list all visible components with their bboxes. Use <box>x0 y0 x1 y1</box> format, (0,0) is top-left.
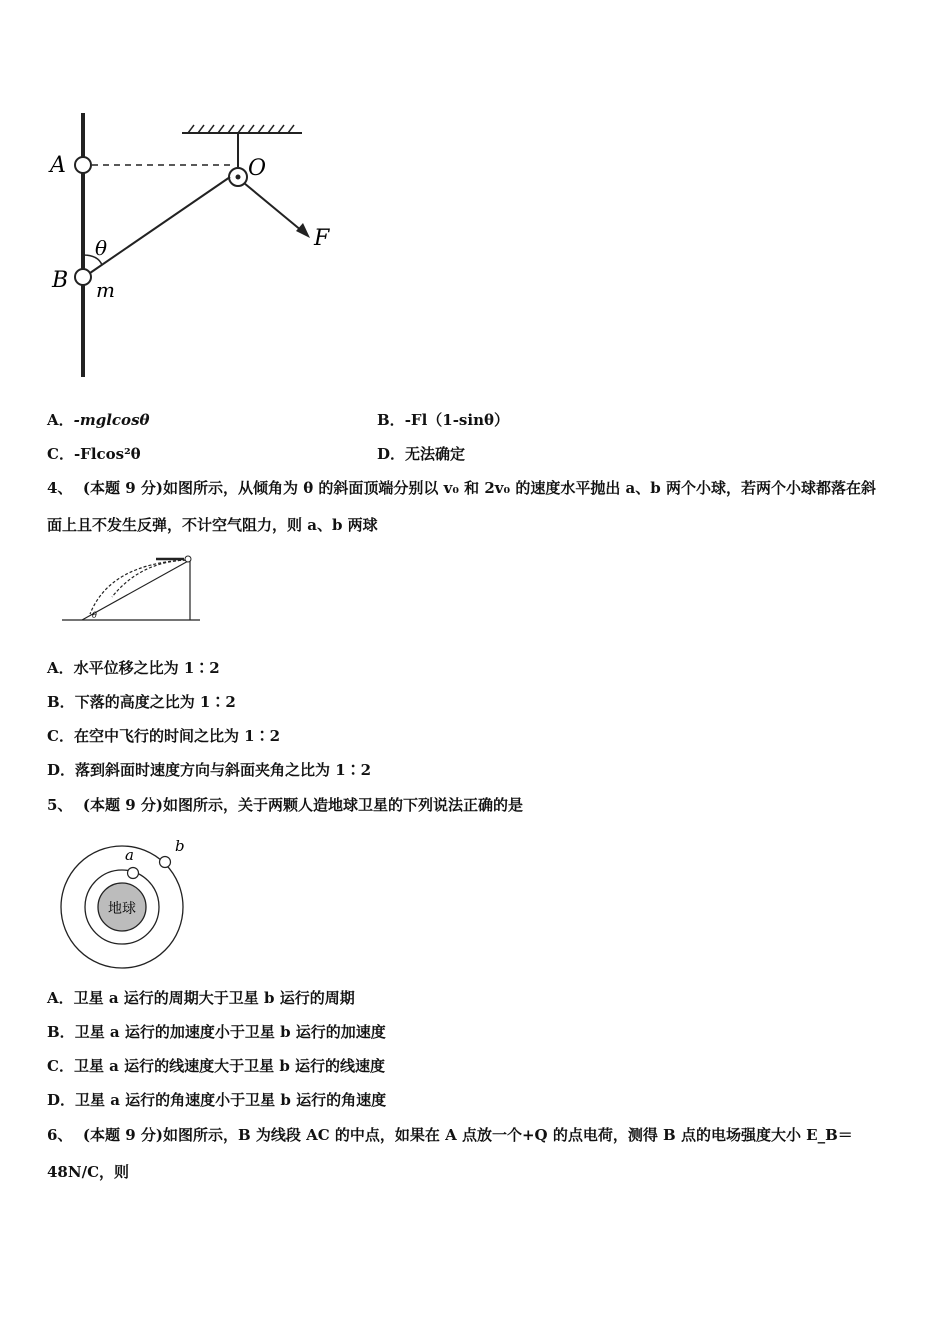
q6-number: 6、 <box>47 1126 73 1144</box>
q4-number: 4、 <box>47 479 73 497</box>
q5-number: 5、 <box>47 796 73 814</box>
q3-option-B-label: B． <box>377 411 405 429</box>
q4-stem-text2: 面上且不发生反弹，不计空气阻力，则 a、b 两球 <box>47 516 378 534</box>
q4-option-B-text: 下落的高度之比为 1∶2 <box>74 693 236 711</box>
q5-option-B-label: B． <box>47 1023 75 1041</box>
label-theta: θ <box>95 236 108 260</box>
q4-option-A <box>47 658 220 678</box>
q5-option-C <box>47 1056 385 1076</box>
q3-option-C <box>47 444 141 464</box>
label-O: O <box>248 156 267 181</box>
satellite-a-label: a <box>125 846 134 864</box>
ring-A <box>75 157 91 173</box>
q3-option-D-text: 无法确定 <box>405 445 466 463</box>
q6-stem-text1: (本题 9 分)如图所示，B 为线段 AC 的中点，如果在 A 点放一个+Q 的点电荷，测得 B 点的电场强度大小 E_B＝ <box>82 1126 853 1144</box>
q5-option-C-text: 卫星 a 运行的线速度大于卫星 b 运行的线速度 <box>73 1057 386 1075</box>
earth-label: 地球 <box>108 901 136 917</box>
q5-option-A-label: A． <box>47 989 74 1007</box>
q4-option-D-label: D． <box>47 761 76 779</box>
q5-stem <box>47 795 523 815</box>
q4-option-D-text: 落到斜面时速度方向与斜面夹角之比为 1∶2 <box>75 761 372 779</box>
q6-stem-line1 <box>47 1125 853 1145</box>
label-m: m <box>96 278 115 302</box>
q3-option-A-label: A． <box>47 411 74 429</box>
q5-option-B-text: 卫星 a 运行的加速度小于卫星 b 运行的加速度 <box>74 1023 386 1041</box>
q5-option-C-label: C． <box>47 1057 74 1075</box>
incline-slope <box>82 560 190 620</box>
q5-option-A-text: 卫星 a 运行的周期大于卫星 b 运行的周期 <box>73 989 355 1007</box>
q3-option-D <box>377 444 465 464</box>
label-B: B <box>52 268 69 293</box>
q3-option-A-text: -mglcosθ <box>73 411 150 429</box>
q4-stem-line2 <box>47 515 378 535</box>
q3-option-C-label: C． <box>47 445 74 463</box>
q4-option-D <box>47 760 371 780</box>
q6-stem-line2 <box>47 1162 129 1182</box>
ceiling-hatch <box>188 125 294 133</box>
figure-rod-pulley <box>40 105 350 385</box>
satellite-b <box>160 857 171 868</box>
q4-stem-text1: (本题 9 分)如图所示，从倾角为 θ 的斜面顶端分别以 v₀ 和 2v₀ 的速度水平抛出 a、b 两个小球，若两个小球都落在斜 <box>82 479 876 497</box>
launch-ball <box>185 556 191 562</box>
pulley-axle <box>236 175 241 180</box>
force-line <box>244 183 302 231</box>
q3-option-D-label: D． <box>377 445 406 463</box>
figure-satellites <box>55 835 200 970</box>
figure-incline <box>60 552 205 627</box>
incline-theta: θ <box>92 611 97 620</box>
satellite-a <box>128 868 139 879</box>
ring-B <box>75 269 91 285</box>
q4-option-B-label: B． <box>47 693 75 711</box>
q3-option-C-text: -Flcos²θ <box>73 445 141 463</box>
q4-option-A-text: 水平位移之比为 1∶2 <box>73 659 220 677</box>
q3-option-B-text: -Fl（1-sinθ） <box>404 411 509 429</box>
q4-option-C <box>47 726 280 746</box>
q5-option-D <box>47 1090 386 1110</box>
trajectory-b <box>90 560 186 614</box>
q5-option-D-label: D． <box>47 1091 76 1109</box>
q3-option-A <box>47 410 150 430</box>
force-arrowhead <box>296 223 310 238</box>
label-F: F <box>314 226 330 251</box>
q4-option-C-text: 在空中飞行的时间之比为 1∶2 <box>73 727 281 745</box>
q4-stem-line1 <box>47 478 876 498</box>
q5-option-D-text: 卫星 a 运行的角速度小于卫星 b 运行的角速度 <box>75 1091 387 1109</box>
label-A: A <box>50 153 66 178</box>
q4-option-A-label: A． <box>47 659 74 677</box>
q6-stem-text2: 48N/C，则 <box>47 1163 130 1181</box>
q5-stem-text: (本题 9 分)如图所示，关于两颗人造地球卫星的下列说法正确的是 <box>82 796 523 814</box>
satellite-b-label: b <box>175 837 185 855</box>
q4-option-C-label: C． <box>47 727 74 745</box>
q5-option-A <box>47 988 355 1008</box>
q4-option-B <box>47 692 236 712</box>
rope <box>90 177 230 273</box>
q3-option-B <box>377 410 509 430</box>
q5-option-B <box>47 1022 386 1042</box>
